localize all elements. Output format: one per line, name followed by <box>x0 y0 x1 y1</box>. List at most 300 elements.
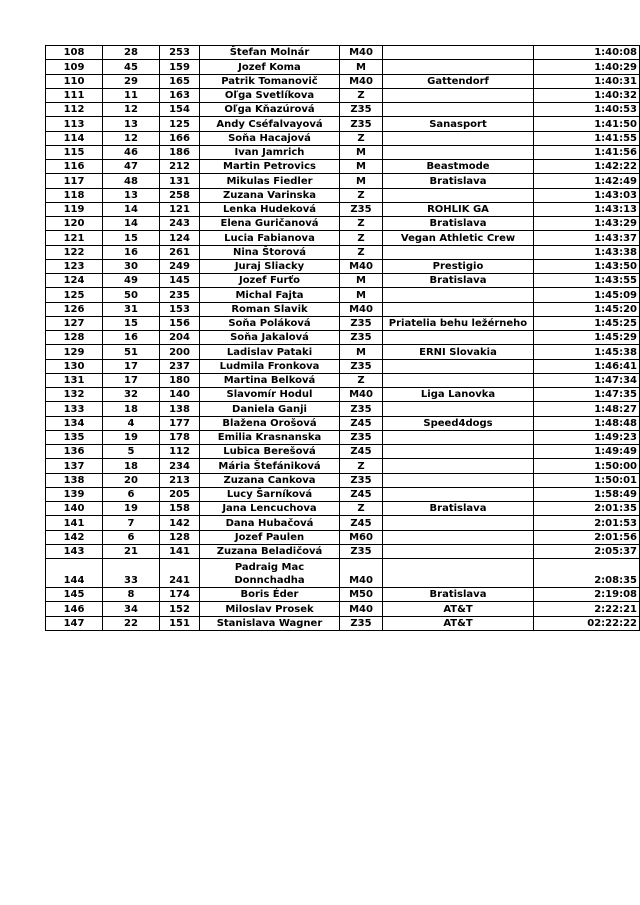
category-cell: Z <box>340 88 383 102</box>
finish-time-cell: 1:43:13 <box>534 202 640 216</box>
category-cell: Z <box>340 373 383 387</box>
finish-time-cell: 1:40:32 <box>534 88 640 102</box>
place-cell: 132 <box>46 388 103 402</box>
bib-number-cell: 156 <box>160 316 200 330</box>
runner-name-cell: Jana Lencuchova <box>200 502 340 516</box>
category-cell: M60 <box>340 530 383 544</box>
runner-name-cell: Ladislav Pataki <box>200 345 340 359</box>
runner-name-cell: Michal Fajta <box>200 288 340 302</box>
category-cell: M40 <box>340 602 383 616</box>
club-cell <box>383 530 534 544</box>
club-cell: AT&T <box>383 616 534 630</box>
club-cell <box>383 373 534 387</box>
runner-name-cell: Lucy Šarníková <box>200 487 340 501</box>
club-cell: Beastmode <box>383 160 534 174</box>
club-cell <box>383 473 534 487</box>
table-row <box>46 202 640 216</box>
club-cell <box>383 103 534 117</box>
place-cell: 138 <box>46 473 103 487</box>
place-cell: 130 <box>46 359 103 373</box>
place-cell: 129 <box>46 345 103 359</box>
finish-time-cell: 1:43:38 <box>534 245 640 259</box>
place-cell: 135 <box>46 430 103 444</box>
finish-time-cell: 1:43:37 <box>534 231 640 245</box>
category-cell: Z45 <box>340 516 383 530</box>
category-cell: M <box>340 174 383 188</box>
table-row <box>46 88 640 102</box>
category-place-cell: 16 <box>103 245 160 259</box>
finish-time-cell: 1:43:50 <box>534 259 640 273</box>
bib-number-cell: 204 <box>160 331 200 345</box>
category-place-cell: 46 <box>103 145 160 159</box>
runner-name-cell: Slavomír Hodul <box>200 388 340 402</box>
finish-time-cell: 1:50:00 <box>534 459 640 473</box>
runner-name-cell: Daniela Ganji <box>200 402 340 416</box>
category-place-cell: 18 <box>103 459 160 473</box>
finish-time-cell: 02:22:22 <box>534 616 640 630</box>
table-row <box>46 430 640 444</box>
category-cell: Z45 <box>340 487 383 501</box>
category-place-cell: 11 <box>103 88 160 102</box>
bib-number-cell: 186 <box>160 145 200 159</box>
table-row <box>46 602 640 616</box>
category-place-cell: 50 <box>103 288 160 302</box>
finish-time-cell: 1:40:53 <box>534 103 640 117</box>
category-cell: M40 <box>340 259 383 273</box>
club-cell: Speed4dogs <box>383 416 534 430</box>
bib-number-cell: 234 <box>160 459 200 473</box>
bib-number-cell: 180 <box>160 373 200 387</box>
club-cell: Gattendorf <box>383 74 534 88</box>
club-cell: Bratislava <box>383 274 534 288</box>
club-cell <box>383 402 534 416</box>
bib-number-cell: 178 <box>160 430 200 444</box>
table-row <box>46 103 640 117</box>
category-place-cell: 51 <box>103 345 160 359</box>
category-cell: Z45 <box>340 445 383 459</box>
table-row <box>46 174 640 188</box>
table-row <box>46 373 640 387</box>
category-cell: M50 <box>340 588 383 602</box>
place-cell: 140 <box>46 502 103 516</box>
finish-time-cell: 1:45:20 <box>534 302 640 316</box>
table-row <box>46 473 640 487</box>
bib-number-cell: 165 <box>160 74 200 88</box>
club-cell <box>383 188 534 202</box>
finish-time-cell: 1:45:25 <box>534 316 640 330</box>
runner-name-cell: Nina Štorová <box>200 245 340 259</box>
finish-time-cell: 1:47:34 <box>534 373 640 387</box>
table-row <box>46 445 640 459</box>
table-row <box>46 502 640 516</box>
runner-name-cell: Mikulas Fiedler <box>200 174 340 188</box>
category-place-cell: 16 <box>103 331 160 345</box>
runner-name-cell: Zuzana Varinska <box>200 188 340 202</box>
bib-number-cell: 159 <box>160 60 200 74</box>
bib-number-cell: 235 <box>160 288 200 302</box>
club-cell: Prestigio <box>383 259 534 273</box>
category-place-cell: 28 <box>103 46 160 60</box>
category-cell: Z <box>340 502 383 516</box>
table-row <box>46 245 640 259</box>
runner-name-cell: Andy Cséfalvayová <box>200 117 340 131</box>
finish-time-cell: 1:40:31 <box>534 74 640 88</box>
category-cell: M40 <box>340 388 383 402</box>
club-cell <box>383 459 534 473</box>
bib-number-cell: 152 <box>160 602 200 616</box>
club-cell: Liga Lanovka <box>383 388 534 402</box>
finish-time-cell: 1:48:27 <box>534 402 640 416</box>
category-place-cell: 15 <box>103 231 160 245</box>
category-cell: Z <box>340 131 383 145</box>
bib-number-cell: 153 <box>160 302 200 316</box>
bib-number-cell: 212 <box>160 160 200 174</box>
table-row <box>46 302 640 316</box>
runner-name-cell: Zuzana Cankova <box>200 473 340 487</box>
place-cell: 139 <box>46 487 103 501</box>
place-cell: 136 <box>46 445 103 459</box>
place-cell: 111 <box>46 88 103 102</box>
runner-name-cell: Blažena Orošová <box>200 416 340 430</box>
finish-time-cell: 1:43:29 <box>534 217 640 231</box>
bib-number-cell: 154 <box>160 103 200 117</box>
category-cell: M40 <box>340 74 383 88</box>
finish-time-cell: 1:47:35 <box>534 388 640 402</box>
finish-time-cell: 2:01:53 <box>534 516 640 530</box>
bib-number-cell: 243 <box>160 217 200 231</box>
runner-name-cell: Juraj Sliacky <box>200 259 340 273</box>
place-cell: 124 <box>46 274 103 288</box>
category-place-cell: 45 <box>103 60 160 74</box>
place-cell: 108 <box>46 46 103 60</box>
category-place-cell: 6 <box>103 487 160 501</box>
finish-time-cell: 2:08:35 <box>534 559 640 588</box>
club-cell: ROHLIK GA <box>383 202 534 216</box>
category-cell: M <box>340 288 383 302</box>
table-row <box>46 544 640 558</box>
runner-name-cell: Štefan Molnár <box>200 46 340 60</box>
bib-number-cell: 163 <box>160 88 200 102</box>
table-row <box>46 74 640 88</box>
bib-number-cell: 258 <box>160 188 200 202</box>
finish-time-cell: 1:49:49 <box>534 445 640 459</box>
place-cell: 143 <box>46 544 103 558</box>
category-cell: Z <box>340 231 383 245</box>
finish-time-cell: 1:40:08 <box>534 46 640 60</box>
category-cell: Z <box>340 245 383 259</box>
bib-number-cell: 112 <box>160 445 200 459</box>
bib-number-cell: 140 <box>160 388 200 402</box>
table-row <box>46 345 640 359</box>
bib-number-cell: 253 <box>160 46 200 60</box>
category-cell: M <box>340 274 383 288</box>
bib-number-cell: 237 <box>160 359 200 373</box>
category-place-cell: 29 <box>103 74 160 88</box>
finish-time-cell: 1:45:38 <box>534 345 640 359</box>
runner-name-cell: Jozef Furťo <box>200 274 340 288</box>
category-place-cell: 48 <box>103 174 160 188</box>
club-cell <box>383 559 534 588</box>
bib-number-cell: 261 <box>160 245 200 259</box>
club-cell: Bratislava <box>383 174 534 188</box>
runner-name-cell: Emilia Krasnanska <box>200 430 340 444</box>
finish-time-cell: 1:42:22 <box>534 160 640 174</box>
runner-name-cell: Roman Slavik <box>200 302 340 316</box>
runner-name-cell: Zuzana Beladičová <box>200 544 340 558</box>
finish-time-cell: 2:19:08 <box>534 588 640 602</box>
bib-number-cell: 125 <box>160 117 200 131</box>
table-row <box>46 117 640 131</box>
runner-name-cell: Mária Štefániková <box>200 459 340 473</box>
category-cell: M <box>340 60 383 74</box>
category-place-cell: 8 <box>103 588 160 602</box>
finish-time-cell: 1:49:23 <box>534 430 640 444</box>
finish-time-cell: 1:48:48 <box>534 416 640 430</box>
category-place-cell: 30 <box>103 259 160 273</box>
category-place-cell: 32 <box>103 388 160 402</box>
place-cell: 134 <box>46 416 103 430</box>
runner-name-cell: Ludmila Fronkova <box>200 359 340 373</box>
runner-name-cell: Boris Éder <box>200 588 340 602</box>
place-cell: 110 <box>46 74 103 88</box>
place-cell: 131 <box>46 373 103 387</box>
bib-number-cell: 241 <box>160 559 200 588</box>
club-cell: Bratislava <box>383 217 534 231</box>
place-cell: 146 <box>46 602 103 616</box>
category-place-cell: 22 <box>103 616 160 630</box>
club-cell <box>383 544 534 558</box>
place-cell: 119 <box>46 202 103 216</box>
runner-name-cell: Soňa Poláková <box>200 316 340 330</box>
club-cell <box>383 445 534 459</box>
category-cell: Z35 <box>340 202 383 216</box>
table-row <box>46 616 640 630</box>
category-cell: M40 <box>340 302 383 316</box>
place-cell: 120 <box>46 217 103 231</box>
table-row <box>46 487 640 501</box>
category-cell: Z35 <box>340 616 383 630</box>
place-cell: 128 <box>46 331 103 345</box>
category-place-cell: 49 <box>103 274 160 288</box>
finish-time-cell: 1:45:09 <box>534 288 640 302</box>
category-cell: M <box>340 160 383 174</box>
table-row <box>46 60 640 74</box>
table-row <box>46 231 640 245</box>
finish-time-cell: 2:01:35 <box>534 502 640 516</box>
place-cell: 121 <box>46 231 103 245</box>
category-place-cell: 31 <box>103 302 160 316</box>
category-place-cell: 13 <box>103 117 160 131</box>
finish-time-cell: 1:46:41 <box>534 359 640 373</box>
category-cell: M <box>340 345 383 359</box>
category-place-cell: 12 <box>103 131 160 145</box>
bib-number-cell: 141 <box>160 544 200 558</box>
category-place-cell: 47 <box>103 160 160 174</box>
club-cell <box>383 245 534 259</box>
category-cell: Z35 <box>340 316 383 330</box>
club-cell <box>383 145 534 159</box>
place-cell: 125 <box>46 288 103 302</box>
category-cell: Z <box>340 188 383 202</box>
table-row <box>46 217 640 231</box>
finish-time-cell: 1:43:03 <box>534 188 640 202</box>
bib-number-cell: 249 <box>160 259 200 273</box>
club-cell <box>383 60 534 74</box>
category-cell: M40 <box>340 559 383 588</box>
runner-name-cell: Miloslav Prosek <box>200 602 340 616</box>
club-cell <box>383 288 534 302</box>
place-cell: 116 <box>46 160 103 174</box>
table-row <box>46 288 640 302</box>
table-row <box>46 530 640 544</box>
club-cell: Priatelia behu ležérneho <box>383 316 534 330</box>
runner-name-cell: Lubica Berešová <box>200 445 340 459</box>
runner-name-cell: Patrik Tomanovič <box>200 74 340 88</box>
table-row <box>46 259 640 273</box>
bib-number-cell: 151 <box>160 616 200 630</box>
club-cell <box>383 331 534 345</box>
category-cell: Z35 <box>340 117 383 131</box>
place-cell: 113 <box>46 117 103 131</box>
place-cell: 117 <box>46 174 103 188</box>
finish-time-cell: 1:41:50 <box>534 117 640 131</box>
runner-name-cell: Oľga Svetlíkova <box>200 88 340 102</box>
bib-number-cell: 124 <box>160 231 200 245</box>
category-cell: Z35 <box>340 473 383 487</box>
club-cell <box>383 516 534 530</box>
place-cell: 115 <box>46 145 103 159</box>
table-row <box>46 46 640 60</box>
club-cell <box>383 487 534 501</box>
club-cell <box>383 88 534 102</box>
place-cell: 114 <box>46 131 103 145</box>
category-place-cell: 12 <box>103 103 160 117</box>
category-place-cell: 33 <box>103 559 160 588</box>
bib-number-cell: 158 <box>160 502 200 516</box>
category-cell: M40 <box>340 46 383 60</box>
table-row <box>46 145 640 159</box>
bib-number-cell: 145 <box>160 274 200 288</box>
club-cell: Sanasport <box>383 117 534 131</box>
club-cell <box>383 131 534 145</box>
runner-name-cell: Soňa Hacajová <box>200 131 340 145</box>
place-cell: 123 <box>46 259 103 273</box>
runner-name-cell: Jozef Koma <box>200 60 340 74</box>
bib-number-cell: 174 <box>160 588 200 602</box>
bib-number-cell: 205 <box>160 487 200 501</box>
table-row <box>46 559 640 588</box>
runner-name-cell: Martina Belková <box>200 373 340 387</box>
table-row <box>46 416 640 430</box>
category-cell: Z <box>340 217 383 231</box>
category-place-cell: 14 <box>103 202 160 216</box>
table-row <box>46 274 640 288</box>
finish-time-cell: 1:41:56 <box>534 145 640 159</box>
category-place-cell: 34 <box>103 602 160 616</box>
category-place-cell: 19 <box>103 430 160 444</box>
category-cell: Z35 <box>340 544 383 558</box>
results-table-body <box>46 46 640 631</box>
table-row <box>46 131 640 145</box>
club-cell <box>383 359 534 373</box>
club-cell: Bratislava <box>383 502 534 516</box>
runner-name-cell: Martin Petrovics <box>200 160 340 174</box>
place-cell: 127 <box>46 316 103 330</box>
club-cell: AT&T <box>383 602 534 616</box>
table-row <box>46 331 640 345</box>
category-cell: M <box>340 145 383 159</box>
finish-time-cell: 1:43:55 <box>534 274 640 288</box>
category-cell: Z35 <box>340 359 383 373</box>
finish-time-cell: 1:50:01 <box>534 473 640 487</box>
category-place-cell: 21 <box>103 544 160 558</box>
category-place-cell: 5 <box>103 445 160 459</box>
bib-number-cell: 166 <box>160 131 200 145</box>
table-row <box>46 188 640 202</box>
finish-time-cell: 2:22:21 <box>534 602 640 616</box>
bib-number-cell: 121 <box>160 202 200 216</box>
table-row <box>46 359 640 373</box>
category-place-cell: 4 <box>103 416 160 430</box>
bib-number-cell: 142 <box>160 516 200 530</box>
category-place-cell: 19 <box>103 502 160 516</box>
table-row <box>46 459 640 473</box>
runner-name-cell: Oľga Kňazúrová <box>200 103 340 117</box>
runner-name-cell: Lucia Fabianova <box>200 231 340 245</box>
club-cell: Bratislava <box>383 588 534 602</box>
place-cell: 109 <box>46 60 103 74</box>
category-place-cell: 14 <box>103 217 160 231</box>
category-cell: Z35 <box>340 103 383 117</box>
place-cell: 142 <box>46 530 103 544</box>
table-row <box>46 516 640 530</box>
finish-time-cell: 1:58:49 <box>534 487 640 501</box>
club-cell <box>383 46 534 60</box>
category-cell: Z <box>340 459 383 473</box>
category-place-cell: 6 <box>103 530 160 544</box>
finish-time-cell: 2:05:37 <box>534 544 640 558</box>
club-cell <box>383 302 534 316</box>
table-row <box>46 160 640 174</box>
table-row <box>46 402 640 416</box>
club-cell: ERNI Slovakia <box>383 345 534 359</box>
runner-name-cell: Soňa Jakalová <box>200 331 340 345</box>
bib-number-cell: 177 <box>160 416 200 430</box>
category-place-cell: 15 <box>103 316 160 330</box>
finish-time-cell: 1:42:49 <box>534 174 640 188</box>
category-place-cell: 13 <box>103 188 160 202</box>
runner-name-cell: Lenka Hudeková <box>200 202 340 216</box>
place-cell: 145 <box>46 588 103 602</box>
runner-name-cell: Dana Hubačová <box>200 516 340 530</box>
bib-number-cell: 128 <box>160 530 200 544</box>
category-place-cell: 17 <box>103 373 160 387</box>
category-cell: Z35 <box>340 430 383 444</box>
runner-name-cell: Elena Guričanová <box>200 217 340 231</box>
place-cell: 122 <box>46 245 103 259</box>
category-place-cell: 18 <box>103 402 160 416</box>
club-cell: Vegan Athletic Crew <box>383 231 534 245</box>
finish-time-cell: 1:41:55 <box>534 131 640 145</box>
bib-number-cell: 131 <box>160 174 200 188</box>
table-row <box>46 388 640 402</box>
club-cell <box>383 430 534 444</box>
place-cell: 147 <box>46 616 103 630</box>
results-table <box>45 45 640 631</box>
category-cell: Z35 <box>340 402 383 416</box>
category-place-cell: 20 <box>103 473 160 487</box>
runner-name-cell: Jozef Paulen <box>200 530 340 544</box>
